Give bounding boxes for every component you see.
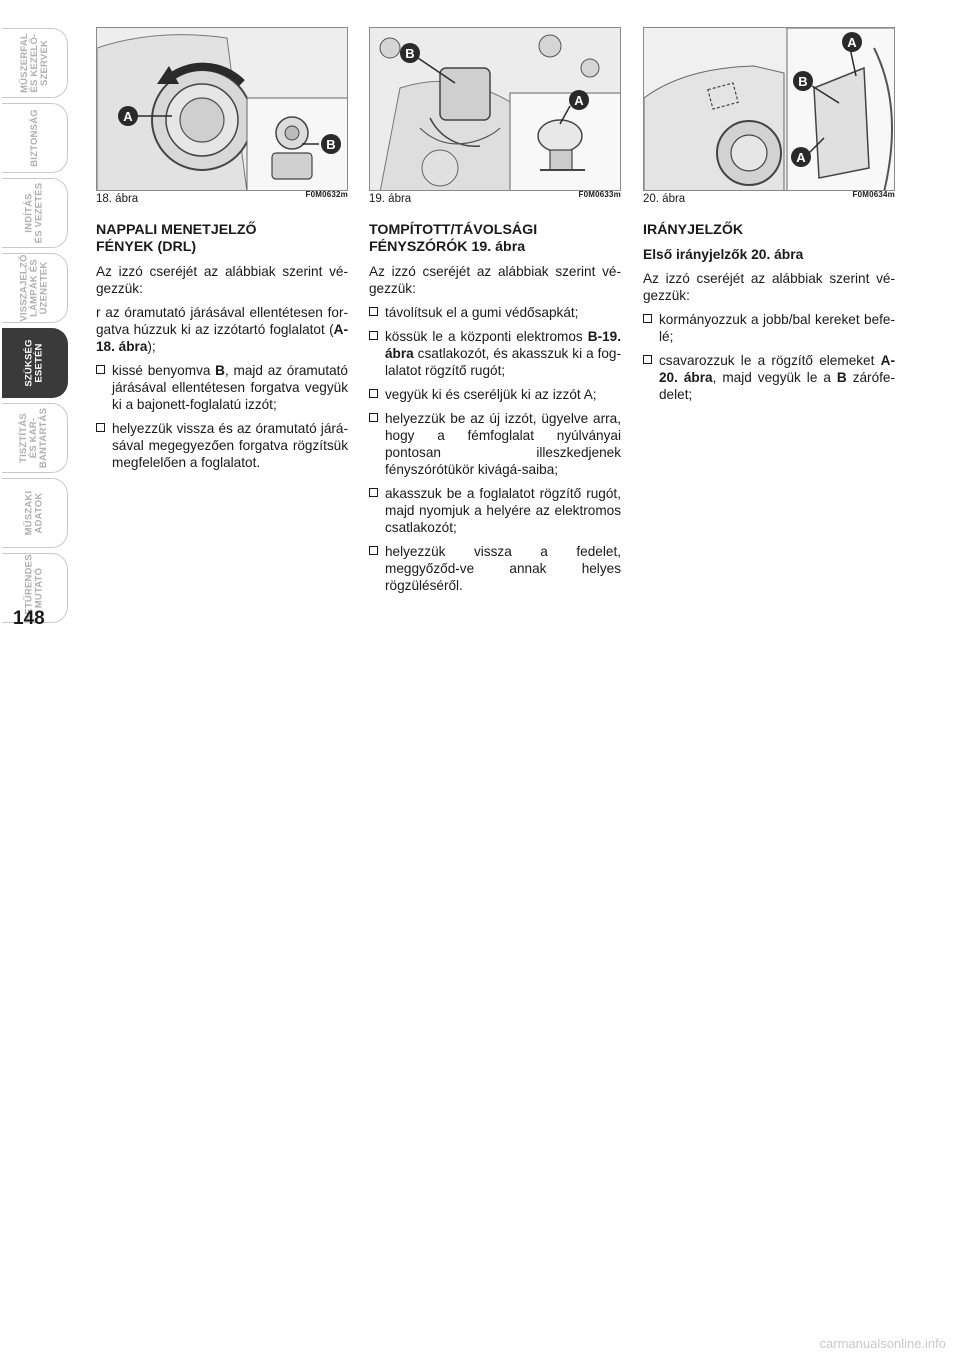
checkbox-bullet-icon [369, 307, 378, 316]
figure-18-caption [96, 190, 348, 205]
checkbox-bullet-icon [369, 389, 378, 398]
figure-18 [96, 27, 348, 191]
checkbox-bullet-icon [643, 314, 652, 323]
subsection-heading: Első irányjelzők 20. ábra [643, 247, 804, 262]
figure-20-illustration [644, 28, 895, 191]
step-paragraph [96, 304, 348, 355]
step-text: kormányozzuk a jobb/bal kereket befe-lé; [659, 312, 895, 344]
checkbox-bullet-icon [369, 413, 378, 422]
list-item [643, 311, 895, 345]
figure-ref: B [836, 370, 847, 385]
tab-label: BIZTONSÁG [28, 109, 40, 167]
watermark: carmanualsonline.info [819, 1336, 946, 1351]
tab-biztonsag[interactable] [2, 103, 68, 173]
tab-label: SZÜKSÉG ESETÉN [23, 339, 45, 387]
figure-20-caption [643, 190, 895, 205]
caption-text: 20. ábra [643, 193, 686, 205]
step-text: zárófe-delet; [659, 370, 895, 402]
list-item [369, 410, 621, 478]
tab-szukseg-eseten[interactable] [2, 328, 68, 398]
list-item [369, 485, 621, 536]
tab-label: BETŰRENDES MUTATÓ [23, 554, 45, 622]
heading-line: NAPPALI MENETJELZŐ [96, 222, 257, 238]
step-text: távolítsuk el a gumi védősapkát; [385, 305, 579, 320]
list-item [96, 362, 348, 413]
figure-code: F0M0633m [578, 190, 621, 199]
figure-ref: A-18. ábra [96, 322, 348, 354]
tab-label: TISZTÍTÁS ÉS KAR- BANTARTÁS [18, 407, 50, 469]
figure-19-illustration [370, 28, 621, 191]
checkbox-bullet-icon [369, 488, 378, 497]
callout-b-label: B [405, 46, 415, 61]
step-text: , majd vegyük le a [712, 370, 837, 385]
step-text: akasszuk be a foglalatot rögzítő rugót, majd nyomjuk a helyére az elektromos csatlakozót; [385, 486, 621, 535]
heading-line: FÉNYSZÓRÓK 19. ábra [369, 239, 526, 255]
section-heading [96, 222, 348, 256]
step-list [643, 311, 895, 403]
tab-label: MŰSZERFAL ÉS KEZELŐ- SZERVEK [18, 33, 50, 93]
tab-label: MŰSZAKI ADATOK [23, 490, 45, 536]
caption-text: 18. ábra [96, 193, 139, 205]
tab-label: VISSZAJELZŐ LÁMPÁK ÉS ÜZENETEK [18, 254, 50, 322]
page-number: 148 [13, 608, 45, 629]
callout-b-label: B [326, 137, 336, 152]
step-text: ); [147, 339, 156, 354]
callout-b-label: B [798, 74, 808, 89]
tab-label: INDÍTÁS ÉS VEZETÉS [23, 182, 45, 244]
figure-20 [643, 27, 895, 191]
checkbox-bullet-icon [369, 331, 378, 340]
tab-visszajelzo[interactable] [2, 253, 68, 323]
callout-a-label: A [123, 109, 133, 124]
step-text: helyezzük be az új izzót, ügyelve arra, hogy a fémfoglalat nyúlványai pontosan illeszkedjenek fényszórótükör kivágá-saiba; [385, 411, 621, 477]
callout-a-label: A [796, 150, 806, 165]
list-item [96, 420, 348, 471]
chapter-sidebar [0, 0, 78, 650]
step-text: helyezzük vissza a fedelet, meggyőződ-ve annak helyes rögzüléséről. [385, 544, 621, 593]
figure-ref: B-19. ábra [385, 329, 621, 361]
step-text: kössük le a központi elektromos [385, 329, 588, 344]
tab-inditas[interactable] [2, 178, 68, 248]
step-text: csavarozzuk le a rögzítő elemeket [659, 353, 881, 368]
checkbox-bullet-icon [96, 423, 105, 432]
figure-19-caption [369, 190, 621, 205]
step-text: r az óramutató járásával ellentétesen for-gatva húzzuk ki az izzótartó foglalatot ( [96, 305, 348, 337]
figure-code: F0M0632m [305, 190, 348, 199]
step-text: csatlakozót, és akasszuk ki a fog-lalatot rögzítő rugót; [385, 346, 621, 378]
checkbox-bullet-icon [96, 365, 105, 374]
checkbox-bullet-icon [643, 355, 652, 364]
list-item [369, 386, 621, 403]
list-item [369, 304, 621, 321]
step-text: , majd az óramutató járásával ellentétesen forgatva vegyük ki a bajonett-foglalatú izzót; [112, 363, 348, 412]
callout-a-label: A [847, 35, 857, 50]
section-heading: IRÁNYJELZŐK [643, 222, 744, 238]
checkbox-bullet-icon [369, 546, 378, 555]
figure-19 [369, 27, 621, 191]
tab-muszerfal[interactable] [2, 28, 68, 98]
section-heading [369, 222, 621, 256]
list-item [369, 328, 621, 379]
list-item [369, 543, 621, 594]
step-text: kissé benyomva [112, 363, 216, 378]
list-item [643, 352, 895, 403]
callout-a-label: A [574, 93, 584, 108]
intro-text: Az izzó cseréjét az alábbiak szerint vé-gezzük: [96, 264, 348, 296]
figure-ref: B [215, 363, 225, 378]
step-list [96, 362, 348, 471]
figure-18-illustration [97, 28, 348, 191]
section-drl [96, 222, 348, 478]
heading-line: FÉNYEK (DRL) [96, 239, 197, 255]
figure-code: F0M0634m [852, 190, 895, 199]
intro-text: Az izzó cseréjét az alábbiak szerint vé-gezzük: [369, 264, 621, 296]
section-turn-signals [643, 222, 895, 410]
step-list [369, 304, 621, 594]
step-text: helyezzük vissza és az óramutató járá-sával megegyezően forgatva rögzítsük megfelelően a foglalatot. [112, 421, 348, 470]
tab-muszaki-adatok[interactable] [2, 478, 68, 548]
caption-text: 19. ábra [369, 193, 412, 205]
step-text: vegyük ki és cseréljük ki az izzót A; [385, 387, 597, 402]
intro-text: Az izzó cseréjét az alábbiak szerint vé-gezzük: [643, 271, 895, 303]
figure-ref: A-20. ábra [659, 353, 895, 385]
heading-line: TOMPÍTOTT/TÁVOLSÁGI [369, 222, 538, 238]
section-headlights [369, 222, 621, 601]
tab-tisztitas[interactable] [2, 403, 68, 473]
